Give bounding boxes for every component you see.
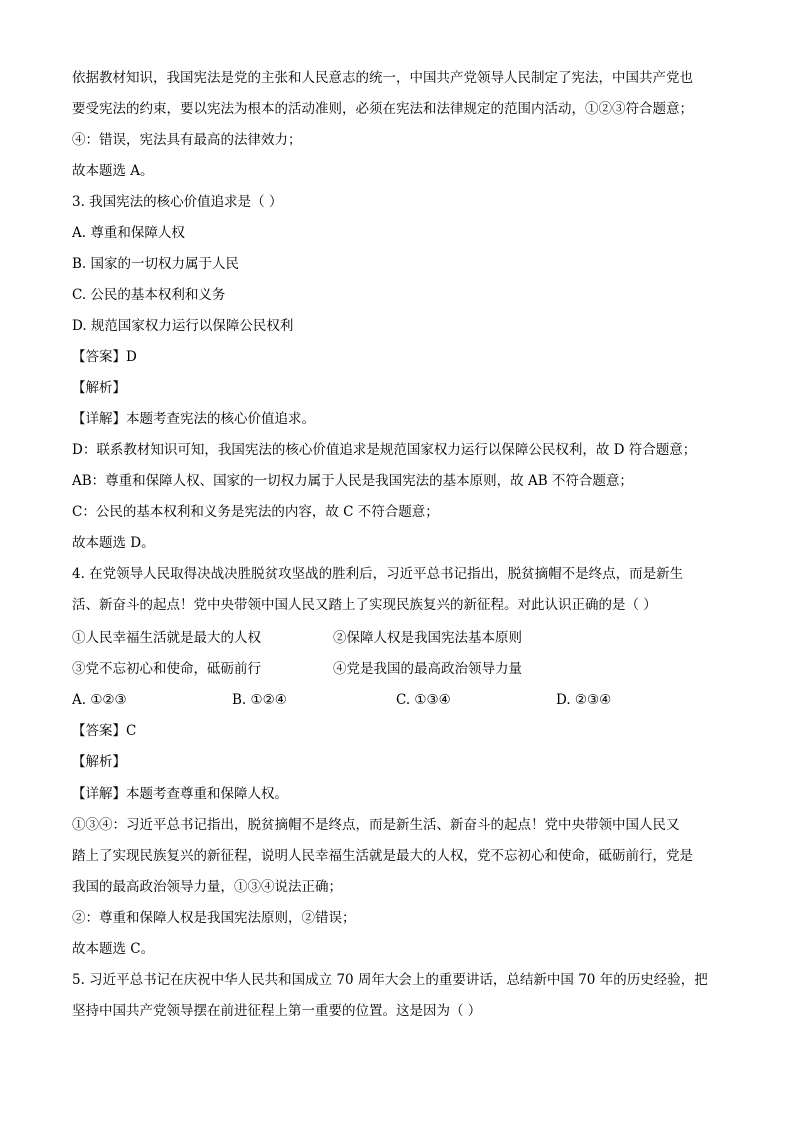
text-line: 要受宪法的约束，要以宪法为根本的活动准则，必须在宪法和法律规定的范围内活动，①②③符合题意； xyxy=(72,101,693,117)
option-d: D. 规范国家权力运行以保障公民权利 xyxy=(72,318,294,334)
detail-line: 【详解】本题考查尊重和保障人权。 xyxy=(72,786,288,802)
statement-3: ③党不忘初心和使命，砥砺前行 xyxy=(72,661,261,677)
option-d: D. ②③④ xyxy=(556,692,612,708)
text-line: ①③④：习近平总书记指出，脱贫摘帽不是终点，而是新生活、新奋斗的起点！党中央带领中国人民又 xyxy=(72,817,680,833)
question-4-stem: 活、新奋斗的起点！党中央带领中国人民又踏上了实现民族复兴的新征程。对此认识正确的是（ ） xyxy=(72,597,657,613)
statement-2: ②保障人权是我国宪法基本原则 xyxy=(333,630,522,646)
detail-line: 【详解】本题考查宪法的核心价值追求。 xyxy=(72,411,315,427)
option-b: B. 国家的一切权力属于人民 xyxy=(72,256,240,272)
question-5-stem: 5. 习近平总书记在庆祝中华人民共和国成立 70 周年大会上的重要讲话，总结新中国 70 年的历史经验，把 xyxy=(72,972,708,988)
text-line: 故本题选 C。 xyxy=(72,941,155,957)
statement-1: ①人民幸福生活就是最大的人权 xyxy=(72,630,261,646)
question-4-stem: 4. 在党领导人民取得决战决胜脱贫攻坚战的胜利后，习近平总书记指出，脱贫摘帽不是终点，而是新生 xyxy=(72,566,684,582)
text-line: C：公民的基本权利和义务是宪法的内容，故 C 不符合题意； xyxy=(72,504,439,520)
text-line: AB：尊重和保障人权、国家的一切权力属于人民是我国宪法的基本原则，故 AB 不符合题意； xyxy=(72,473,633,489)
answer-label: 【答案】D xyxy=(72,349,137,365)
text-line: 故本题选 D。 xyxy=(72,535,155,551)
text-line: 踏上了实现民族复兴的新征程，说明人民幸福生活就是最大的人权，党不忘初心和使命，砥砺前行，党是 xyxy=(72,848,693,864)
option-c: C. 公民的基本权利和义务 xyxy=(72,287,226,303)
statement-4: ④党是我国的最高政治领导力量 xyxy=(333,661,522,677)
option-a: A. 尊重和保障人权 xyxy=(72,225,185,241)
text-line: ④：错误，宪法具有最高的法律效力； xyxy=(72,132,302,148)
text-line: ②：尊重和保障人权是我国宪法原则，②错误； xyxy=(72,910,356,926)
question-5-stem: 坚持中国共产党领导摆在前进征程上第一重要的位置。这是因为（ ） xyxy=(72,1003,482,1019)
analysis-label: 【解析】 xyxy=(72,754,126,770)
text-line: 依据教材知识，我国宪法是党的主张和人民意志的统一，中国共产党领导人民制定了宪法，中国共产党也 xyxy=(72,70,693,86)
option-c: C. ①③④ xyxy=(396,692,451,708)
text-line: 故本题选 A。 xyxy=(72,163,154,179)
question-3-stem: 3. 我国宪法的核心价值追求是（ ） xyxy=(72,194,283,210)
text-line: 我国的最高政治领导力量，①③④说法正确； xyxy=(72,879,342,895)
option-a: A. ①②③ xyxy=(72,692,127,708)
option-b: B. ①②④ xyxy=(232,692,287,708)
text-line: D：联系教材知识可知，我国宪法的核心价值追求是规范国家权力运行以保障公民权利，故 D 符合题意； xyxy=(72,442,697,458)
answer-label: 【答案】C xyxy=(72,723,137,739)
analysis-label: 【解析】 xyxy=(72,380,126,396)
